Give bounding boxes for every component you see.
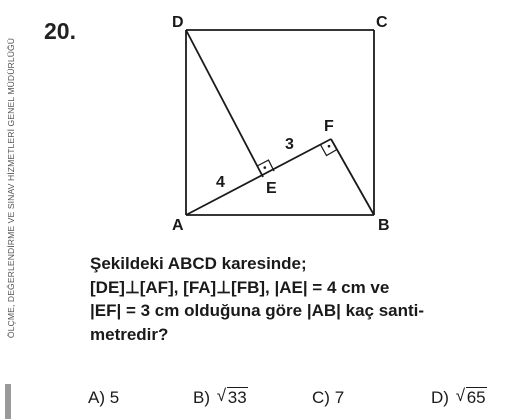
length-label-ef: 3 <box>285 136 294 153</box>
choice-b[interactable] <box>193 388 248 408</box>
sidebar-vertical-text: ÖLÇME, DEĞERLENDİRME VE SINAV HİZMETLERİ GENEL MÜDÜRLÜĞÜ <box>6 37 16 339</box>
choice-c[interactable] <box>312 388 344 408</box>
segment-de <box>186 30 263 177</box>
label-b: B <box>378 217 390 234</box>
segment-fb <box>331 139 374 215</box>
choice-value: 65 <box>466 388 486 407</box>
choice-letter: A) <box>88 388 105 407</box>
choice-d[interactable] <box>431 388 487 408</box>
label-a: A <box>172 217 184 234</box>
choice-letter: C) <box>312 388 330 407</box>
right-angle-dot-f <box>328 145 331 148</box>
label-c: C <box>376 14 388 31</box>
length-label-ae: 4 <box>216 174 225 191</box>
label-f: F <box>324 118 334 135</box>
question-number: 20. <box>44 18 76 44</box>
question-line-1: Şekildeki ABCD karesinde; <box>90 254 307 273</box>
choice-letter: B) <box>193 388 210 407</box>
choice-value: 7 <box>334 388 345 407</box>
segment-af <box>186 139 331 215</box>
choice-value: 5 <box>109 388 120 407</box>
square-root-symbol <box>457 388 487 408</box>
choice-a[interactable] <box>88 388 119 408</box>
answer-choices <box>0 388 528 416</box>
right-angle-dot-e <box>264 166 267 169</box>
square-root-symbol <box>218 388 248 408</box>
question-line-2: [DE]⊥[AF], [FA]⊥[FB], |AE| = 4 cm ve <box>90 277 390 297</box>
question-line-4: metredir? <box>90 324 169 344</box>
label-d: D <box>172 14 184 31</box>
choice-value: 33 <box>227 388 247 407</box>
question-text <box>90 252 520 346</box>
question-line-3: |EF| = 3 cm olduğuna göre |AB| kaç santi- <box>90 301 425 320</box>
label-e: E <box>266 180 277 197</box>
choice-letter: D) <box>431 388 449 407</box>
